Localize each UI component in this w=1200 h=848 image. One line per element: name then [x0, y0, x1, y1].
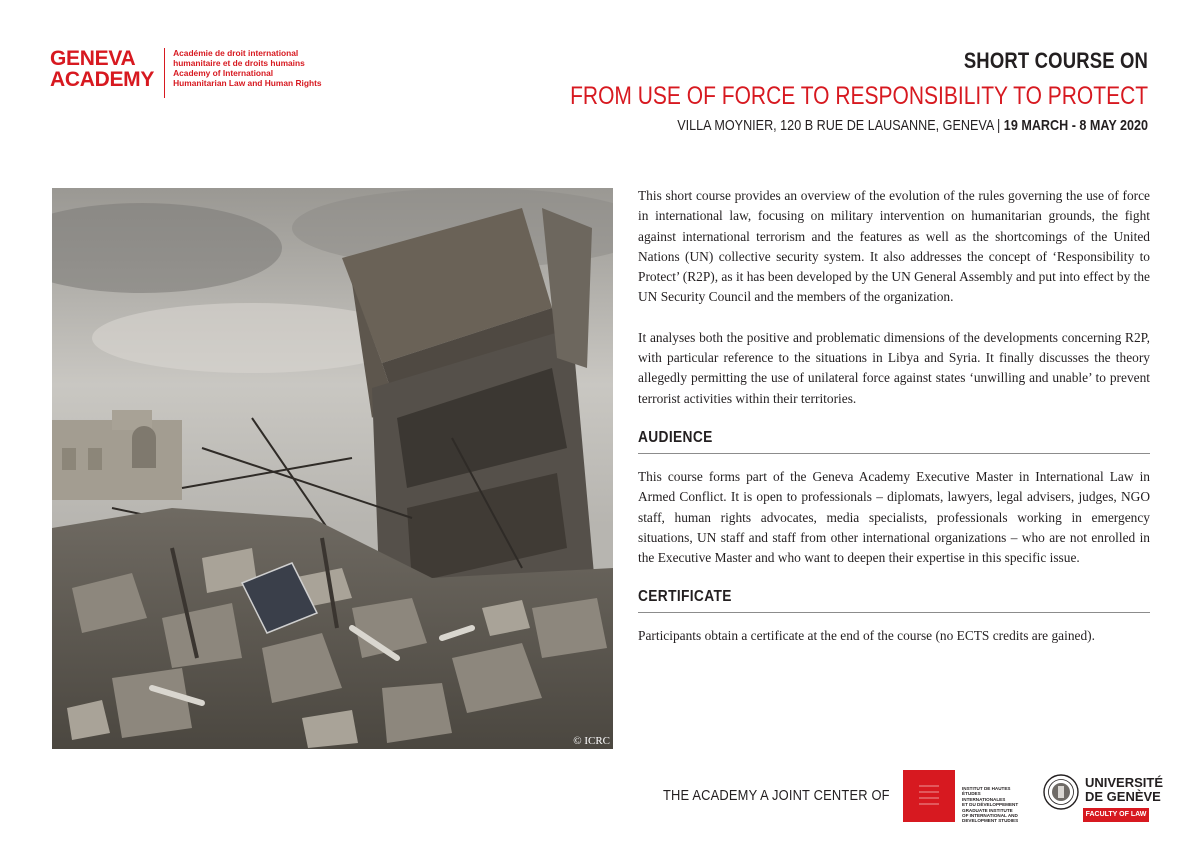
logo-en-line-1: Academy of International: [173, 68, 274, 78]
course-kicker: SHORT COURSE ON: [963, 48, 1148, 73]
logo-divider: [164, 48, 165, 98]
certificate-heading-text: CERTIFICATE: [638, 588, 732, 606]
course-location: VILLA MOYNIER, 120 B RUE DE LAUSANNE, GENEVA |: [677, 117, 1004, 134]
course-dates: 19 MARCH - 8 MAY 2020: [1003, 117, 1148, 134]
university-name-line-2: DE GENÈVE: [1085, 789, 1161, 804]
logo-fr-line-1: Académie de droit international: [173, 48, 299, 58]
iheid-line-2: ÉTUDES INTERNATIONALES: [962, 791, 1006, 802]
university-name: [1085, 776, 1163, 804]
logo-fr-line-2: humanitaire et de droits humains: [173, 58, 305, 68]
rubble-photo: [52, 188, 613, 749]
rubble-illustration: [52, 188, 613, 749]
course-location-dates: [570, 116, 1148, 136]
iheid-line-6: DEVELOPMENT STUDIES: [962, 818, 1019, 824]
faculty-of-law-badge: FACULTY OF LAW: [1083, 808, 1149, 822]
logo-line-1: GENEVA: [50, 47, 136, 70]
iheid-line-3: ET DU DÉVELOPPEMENT: [962, 802, 1019, 808]
audience-heading: [638, 429, 1150, 454]
certificate-heading: [638, 588, 1150, 613]
audience-text: This course forms part of the Geneva Academy Executive Master in International Law in Armed Conflict. It is open to professionals – diplomats, lawyers, legal advisers, judges, NGO staff, human rights advocates, media specialists, professionals working in emergency situations, UN staff and staff from other international organizations – who are not enrolled in the Executive Master and who want to deepen their expertise in this specific issue.: [638, 468, 1150, 566]
university-name-line-1: UNIVERSITÉ: [1085, 775, 1164, 790]
course-header: [460, 48, 1148, 136]
geneva-academy-logo: [50, 48, 322, 98]
course-description: [638, 186, 1150, 647]
university-seal-icon: [1043, 774, 1079, 810]
intro-paragraph-2: It analyses both the positive and problematic dimensions of the developments concerning R2P, with particular reference to the situations in Libya and Syria. It finally discusses the theory allegedly permitting the use of unilateral force against states ‘unwilling and unable’ to prevent terrorist activities within their territories.: [638, 329, 1150, 406]
joint-center-label: THE ACADEMY A JOINT CENTER OF: [663, 787, 890, 804]
course-title: FROM USE OF FORCE TO RESPONSIBILITY TO PROTECT: [570, 82, 1148, 110]
iheid-line-5: OF INTERNATIONAL AND: [962, 813, 1018, 819]
iheid-line-4: GRADUATE INSTITUTE: [962, 807, 1013, 813]
photo-credit: © ICRC: [573, 735, 610, 747]
graduate-institute-text: [962, 786, 1022, 824]
logo-en-line-2: Humanitarian Law and Human Rights: [173, 78, 322, 88]
logo-description: [173, 48, 321, 88]
iheid-line-1: INSTITUT DE HAUTES: [962, 786, 1011, 791]
certificate-text: Participants obtain a certificate at the end of the course (no ECTS credits are gained).: [638, 628, 1095, 644]
intro-paragraph-1: This short course provides an overview of the evolution of the rules governing the use of force in international law, focusing on military intervention on humanitarian grounds, the fight against international terrorism and the features as well as the shortcomings of the United Nations (UN) collective security system. It also addresses the concept of ‘Responsibility to Protect’ (R2P), as it has been developed by the UN General Assembly and put into effect by the UN Security Council and the members of the organization.: [638, 188, 1150, 305]
audience-heading-text: AUDIENCE: [638, 428, 713, 446]
logo-wordmark: [50, 48, 154, 90]
graduate-institute-mark-icon: [917, 782, 941, 810]
logo-line-2: ACADEMY: [50, 68, 155, 91]
graduate-institute-logo: [903, 770, 955, 822]
